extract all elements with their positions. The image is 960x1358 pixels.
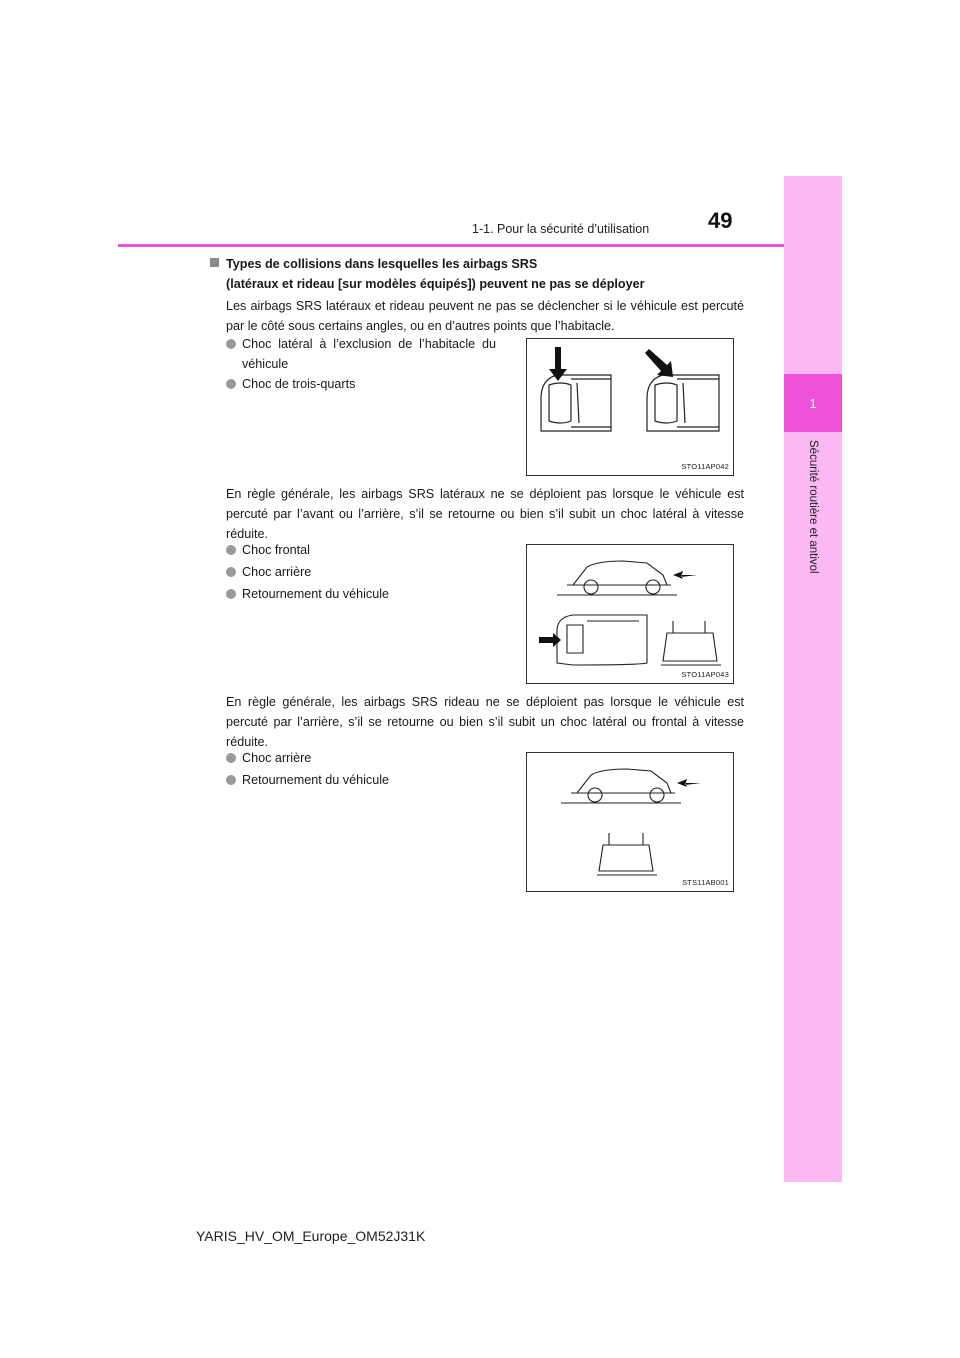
figure-code: STO11AP042 (681, 462, 729, 471)
heading-line-1: Types de collisions dans lesquelles les airbags SRS (226, 257, 538, 271)
section-title: 1-1. Pour la sécurité d’utilisation (472, 222, 650, 236)
list-item: Choc latéral à l’exclusion de l’habitacle du véhicule (226, 334, 496, 374)
bullet-icon (226, 567, 236, 577)
list-item: Choc arrière (226, 748, 496, 768)
figure-code: STO11AP043 (681, 670, 729, 679)
list-item: Retournement du véhicule (226, 770, 496, 790)
bullet-icon (226, 339, 236, 349)
paragraph-3: En règle générale, les airbags SRS rideau ne se déploient pas lorsque le véhicule est percuté par l’arrière, s’il se retourne ou bien s’il subit un choc latéral ou frontal à vitesse réduite. (226, 695, 744, 749)
heading-line-2: (latéraux et rideau [sur modèles équipés]) peuvent ne pas se déployer (226, 277, 645, 291)
list-item: Choc arrière (226, 562, 496, 582)
section-heading (210, 254, 746, 294)
chapter-number: 1 (784, 374, 842, 432)
list-item: Retournement du véhicule (226, 584, 496, 604)
bullet-icon (226, 379, 236, 389)
header-divider (118, 244, 784, 247)
bullet-icon (226, 589, 236, 599)
list-item: Choc de trois-quarts (226, 374, 496, 394)
bullet-icon (226, 775, 236, 785)
list-item: Choc frontal (226, 540, 496, 560)
impact-arrow-icon (539, 633, 561, 647)
figure-front-rear-impact (526, 544, 734, 684)
paragraph-2: En règle générale, les airbags SRS latéraux ne se déploient pas lorsque le véhicule est percuté par l’avant ou l’arrière, s’il se retourne ou bien s’il subit un choc latéral à vitesse réduite. (226, 487, 744, 541)
heading-square-icon (210, 258, 219, 267)
figure-curtain-airbag (526, 752, 734, 892)
figure-code: STS11AB001 (682, 878, 729, 887)
impact-arrow-icon (673, 571, 697, 579)
chapter-title: Sécurité routière et antivol (807, 440, 819, 574)
page-number: 49 (708, 208, 733, 233)
front-rear-impact-illustration (527, 545, 733, 683)
figure-side-impact (526, 338, 734, 476)
curtain-airbag-illustration (527, 753, 733, 891)
bullet-icon (226, 545, 236, 555)
paragraph-1: Les airbags SRS latéraux et rideau peuvent ne pas se déclencher si le véhicule est percuté par le côté sous certains angles, ou en d’autres points que l’habitacle. (226, 299, 744, 333)
impact-arrow-icon (645, 349, 673, 377)
bullet-icon (226, 753, 236, 763)
side-impact-illustration (527, 339, 733, 475)
chapter-side-tab (784, 176, 842, 1182)
document-id: YARIS_HV_OM_Europe_OM52J31K (196, 1228, 426, 1244)
impact-arrow-icon (549, 347, 567, 381)
impact-arrow-icon (677, 779, 701, 787)
